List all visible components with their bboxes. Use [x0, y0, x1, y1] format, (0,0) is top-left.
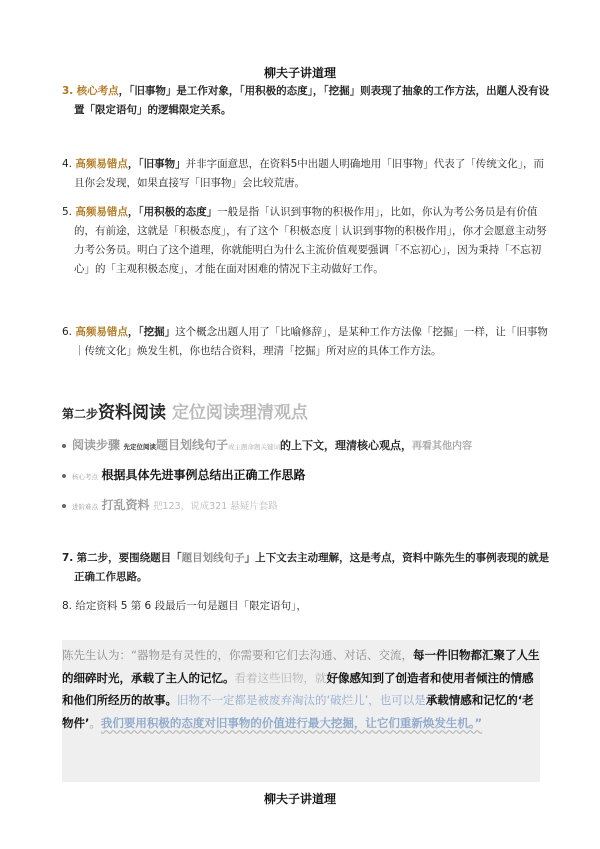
bullet-dot	[62, 504, 66, 508]
bullet-tag: 核心考点	[72, 473, 98, 481]
bullet-text: 的上下文，理清核心观点，	[280, 439, 413, 452]
quote-part: 旧物不一定都是被废弃淘汰的‘破烂儿’，也可以是	[177, 693, 426, 707]
item-tag: 高频易错点	[75, 326, 128, 338]
list-item-6	[62, 323, 552, 361]
bullet-dot	[62, 474, 66, 478]
item-number: 3.	[62, 85, 74, 97]
item-text: 这个概念出题人用了「比喻修辞」，是某种工作方法像「挖掘」一样，让「旧事物｜传统文化」焕发生机，你也结合资料，理清「挖掘」所对应的具体工作方法。	[74, 326, 548, 357]
item-text: ，「旧事物」	[118, 85, 177, 97]
item-tag: 核心考点	[76, 85, 119, 97]
quote-part: 陈先生认为：“器物是有灵性的，你需要和它们去沟通、对话、交流，	[62, 648, 413, 662]
quote-text	[62, 644, 540, 734]
bullet-core-point	[62, 466, 306, 483]
bullet-label: 打乱资料	[101, 498, 150, 512]
bullet-note: 或主题命题关键词	[228, 443, 281, 451]
item-number: 4.	[62, 158, 73, 170]
item-number: 5.	[62, 206, 73, 218]
item-number: 7.	[62, 552, 74, 564]
page-header-title: 柳夫子讲道理	[263, 66, 336, 80]
item-keyword: ，「旧事物」	[127, 158, 186, 170]
bullet-keyword: 题目划线句子	[156, 438, 229, 452]
item-text: 并非字面意思，在资料5中出题人明确地用「旧事物」代表了「传统文化」，而且你会发现，如果直接写「旧事物」会比较荒唐。	[74, 158, 545, 189]
item-text-bold: 是工作对象	[176, 85, 229, 97]
step-subtitle: 定位阅读理清观点	[171, 403, 308, 423]
bullet-reading-steps	[62, 436, 472, 453]
list-item-5	[62, 203, 552, 279]
item-text: 第二步，要围绕题目「	[76, 552, 182, 564]
quote-part-underlined: 我们要用积极的态度对旧事物的价值进行最大挖掘，让它们重新焕发生机。”	[100, 715, 483, 730]
item-text: 」上下文去主动理解，这是考点，资料中陈先生的事例表现的就是正确工作思路。	[74, 552, 550, 583]
quote-part: 。	[89, 715, 101, 730]
page-footer-title: 柳夫子讲道理	[263, 792, 336, 806]
list-item-4	[62, 155, 552, 193]
bullet-label: 阅读步骤	[72, 438, 121, 452]
item-keyword: 题目划线句子	[181, 552, 245, 564]
quote-part-bold: 每一件旧物都汇聚了人生的细碎时光，承载了主人的记忆。	[62, 648, 540, 685]
bullet-dot	[62, 444, 66, 448]
item-tag: 高频易错点	[75, 158, 128, 170]
step-title: 资料阅读	[98, 403, 167, 423]
bullet-advanced	[62, 496, 278, 513]
bullet-text-grey: 再看其他内容	[412, 441, 473, 452]
section-heading-step2	[62, 398, 308, 423]
item-text: ，「用积极的态度」，「挖掘」则表现了抽象的工作方法，出题人没有设置「限定语句」的逻辑限定关系。	[74, 85, 550, 116]
quote-part-bold: 承载情感和记忆的‘老物件’	[62, 693, 534, 730]
list-item-3	[62, 82, 552, 120]
list-item-7	[62, 549, 552, 587]
quote-part: 看着这些旧物，就	[234, 670, 327, 685]
item-keyword: ，「用积极的态度」	[127, 206, 218, 218]
item-text: 一般是指「认识到事物的积极作用」，比如，你认为考公务员是有价值的，有前途，这就是「积极态度」，有了这个「积极态度｜认识到事物的积极作用」，你才会愿意主动努力考公务员。明白了这个道理，你就能明白为什么主流价值观要强调「不忘初心」，因为秉持「不忘初心」的「主观积极态度」，才能在面对困难的情况下主动做好工作。	[74, 206, 547, 275]
step-label: 第二步	[62, 407, 99, 421]
quote-part-bold: 好像感知到了创造者和使用者倾注的情感和他们所经历的故事。	[62, 670, 534, 707]
item-tag: 高频易错点	[75, 206, 128, 218]
list-item-8: 8. 给定资料 5 第 6 段最后一句是题目「限定语句」，	[62, 600, 307, 612]
bullet-text-grey: 把123，说成321 悬疑片套路	[153, 501, 278, 512]
bullet-note: 先定位阅读	[123, 443, 157, 451]
bullet-tag: 进阶难点	[72, 503, 98, 511]
item-keyword: ，「挖掘」	[127, 326, 176, 338]
item-number: 6.	[62, 326, 73, 338]
bullet-text: 根据具体先进事例总结出正确工作思路	[101, 468, 306, 482]
